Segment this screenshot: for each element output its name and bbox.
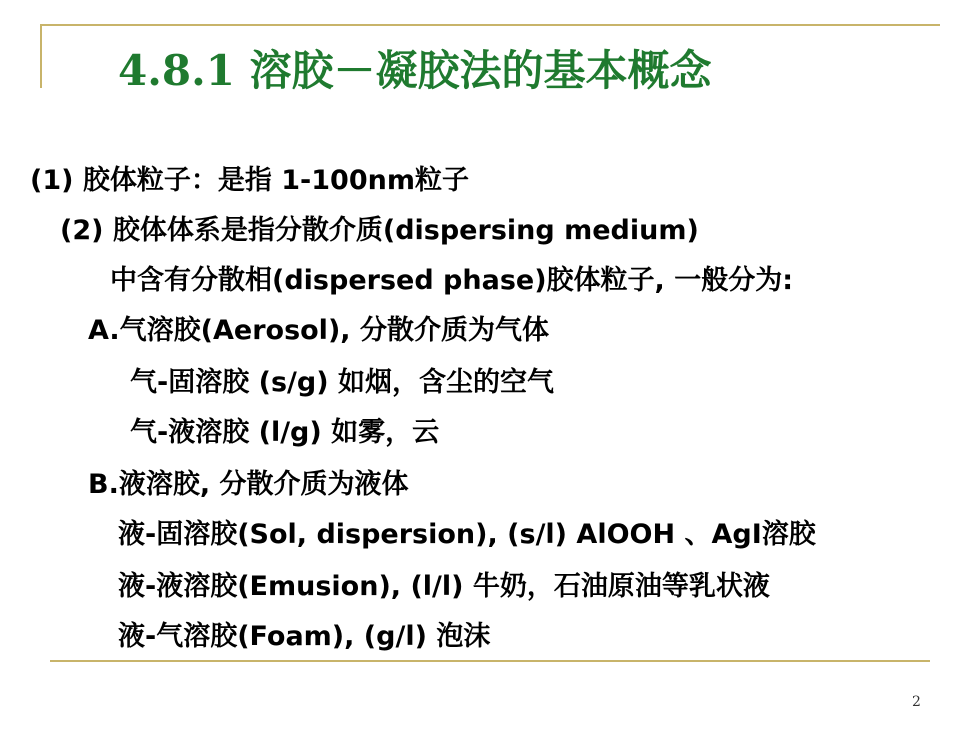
text-line-2: (2) 胶体体系是指分散介质(dispersing medium) <box>60 215 699 246</box>
text-line-1: (1) 胶体粒子：是指 1-100nm粒子 <box>30 165 469 196</box>
left-rule <box>40 24 42 88</box>
text-line-9: 液-液溶胶(Emusion), (l/l) 牛奶，石油原油等乳状液 <box>118 571 770 602</box>
text-line-8: 液-固溶胶(Sol, dispersion), (s/l) AlOOH 、AgI溶胶 <box>118 519 816 550</box>
bottom-rule <box>50 660 930 662</box>
page-number: 2 <box>912 694 921 710</box>
text-line-4: A.气溶胶(Aerosol), 分散介质为气体 <box>88 315 549 346</box>
text-line-7: B.液溶胶, 分散介质为液体 <box>88 469 409 500</box>
slide-title: 4.8.1 溶胶－凝胶法的基本概念 <box>118 46 712 95</box>
text-line-5: 气-固溶胶 (s/g) 如烟，含尘的空气 <box>130 367 554 398</box>
top-rule <box>40 24 940 26</box>
text-line-3: 中含有分散相(dispersed phase)胶体粒子, 一般分为: <box>110 265 794 296</box>
text-line-10: 液-气溶胶(Foam), (g/l) 泡沫 <box>118 621 491 652</box>
text-line-6: 气-液溶胶 (l/g) 如雾，云 <box>130 417 440 448</box>
